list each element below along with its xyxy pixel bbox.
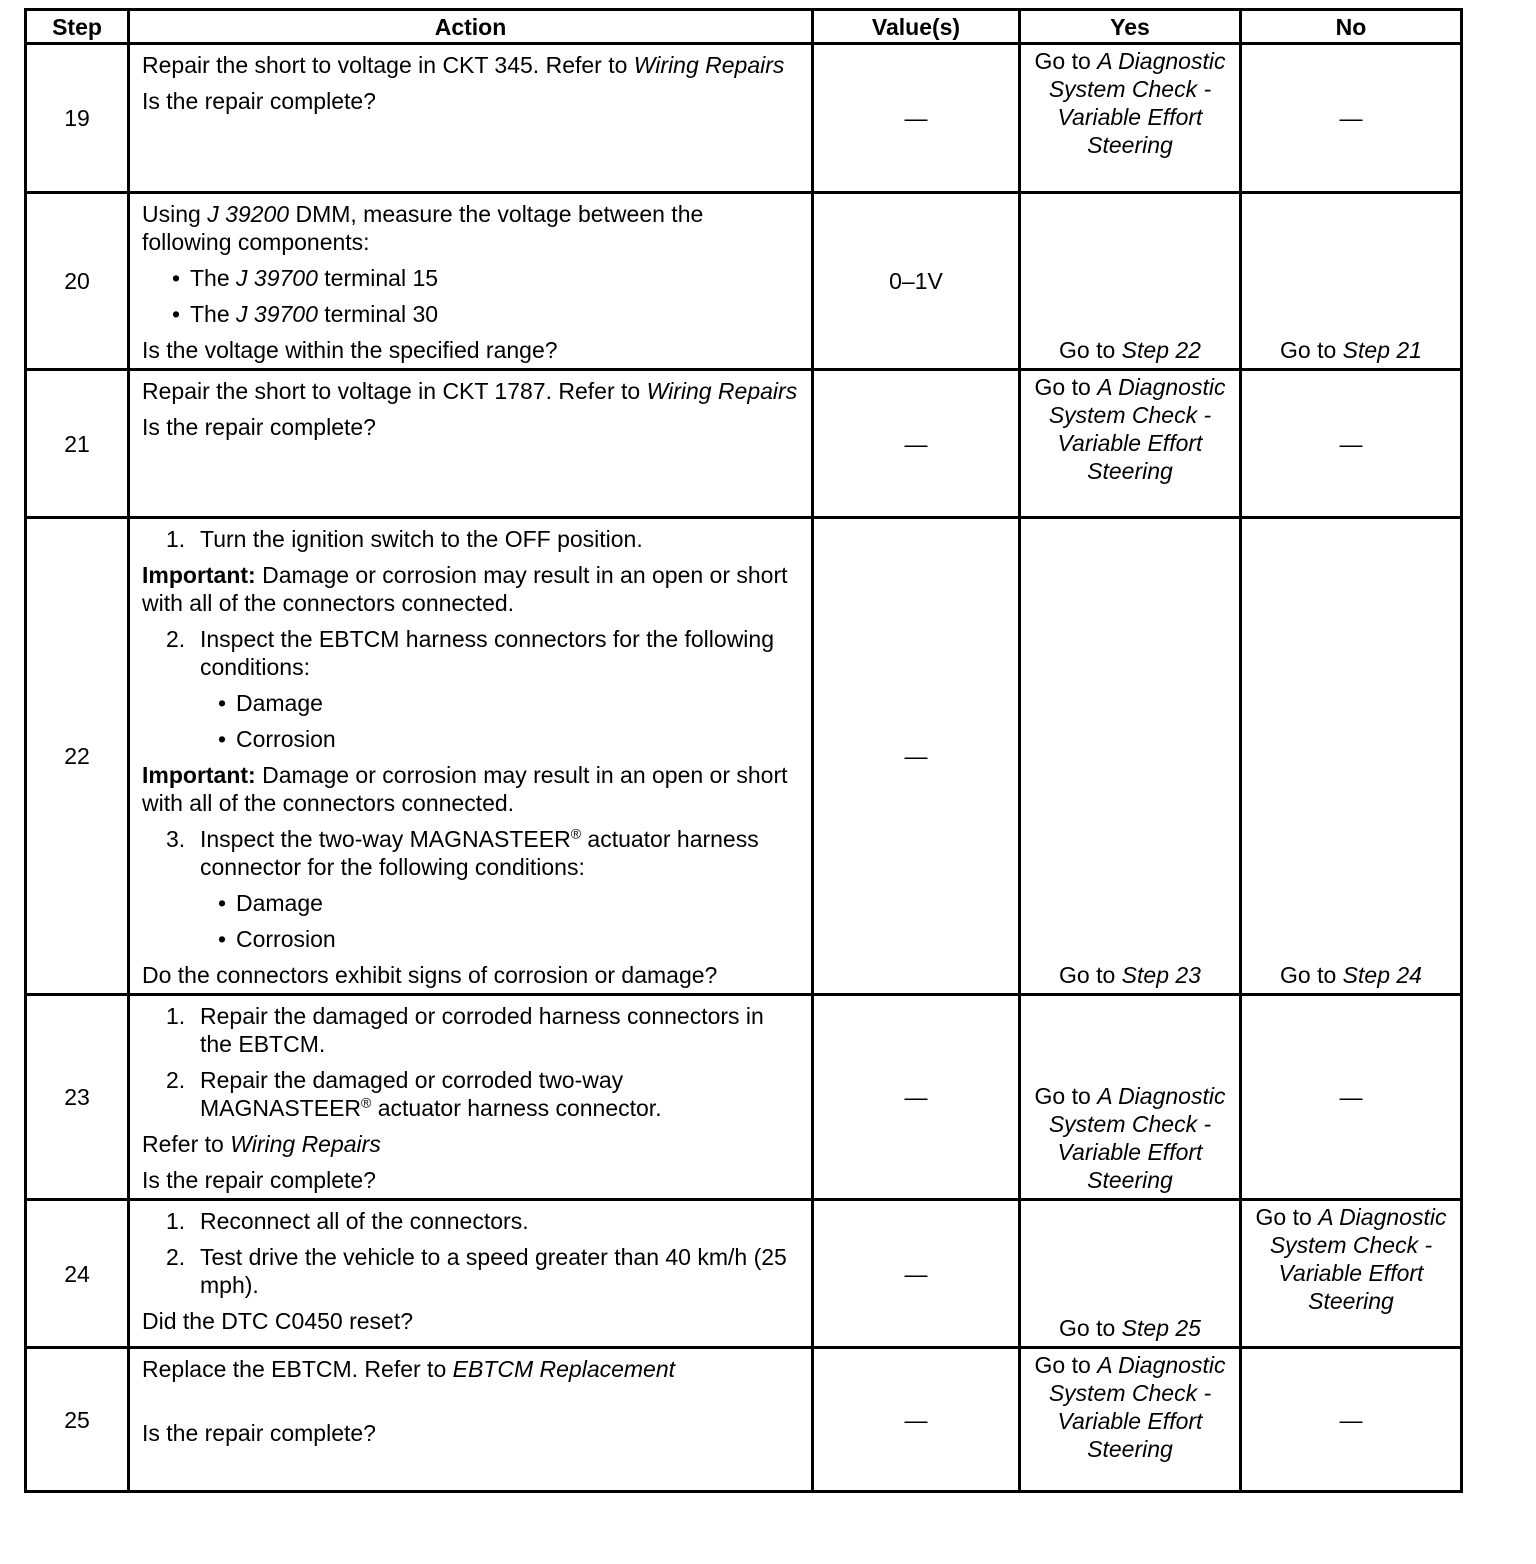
action-paragraph [142,51,799,79]
text-run: Is the repair complete? [142,88,376,114]
action-bullet [142,725,799,753]
text-run: Go to [1034,48,1098,74]
text-run: A Diagnostic System Check - Variable Effort Steering [1269,1204,1447,1314]
action-paragraph [142,1130,799,1158]
header-action: Action [129,10,813,44]
action-paragraph [142,1355,799,1383]
text-run: Important: [142,562,256,588]
yes-cell [1020,370,1241,518]
text-run: Important: [142,762,256,788]
action-numbered-item [142,525,799,553]
step-number: 19 [26,44,129,193]
action-cell [129,1348,813,1492]
text-run: actuator harness connector. [371,1095,662,1121]
action-paragraph [142,1166,799,1194]
bullet-mark: • [172,301,181,327]
value-cell: — [813,518,1020,995]
yes-cell [1020,995,1241,1200]
header-step: Step [26,10,129,44]
text-run: Go to [1059,962,1122,988]
text-run: ® [570,825,582,842]
spacer [142,1391,799,1419]
text-run: Refer to [142,1131,231,1157]
text-run: Step 23 [1121,962,1201,988]
value-cell: — [813,44,1020,193]
yes-cell [1020,44,1241,193]
text-run: Damage [236,690,323,716]
table-row [26,193,1462,370]
step-number: 24 [26,1200,129,1348]
text-run: Turn the ignition switch to the OFF position. [200,526,643,552]
action-paragraph [142,761,799,817]
text-run: Step 22 [1121,337,1201,363]
text-run: actuator harness connector for the following conditions: [200,826,759,880]
bullet-mark: • [218,890,227,916]
item-number: 1. [166,1208,186,1234]
table-row [26,1200,1462,1348]
step-number: 25 [26,1348,129,1492]
text-run: Reconnect all of the connectors. [200,1208,529,1234]
action-numbered-item [142,1243,799,1299]
text-run: Is the repair complete? [142,1167,376,1193]
text-run: J 39700 [236,265,318,291]
action-cell [129,995,813,1200]
text-run: terminal 30 [317,301,439,327]
text-run: Damage or corrosion may result in an open or short with all of the connectors connected. [142,562,788,616]
table-row [26,370,1462,518]
text-run: Repair the short to voltage in CKT 345. Refer to [142,52,634,78]
no-cell [1241,370,1462,518]
header-values: Value(s) [813,10,1020,44]
text-run: Is the voltage within the specified range? [142,337,558,363]
value-cell: — [813,1348,1020,1492]
action-cell [129,193,813,370]
text-run: ® [361,1094,372,1111]
action-paragraph [142,413,799,441]
bullet-mark: • [218,926,227,952]
yes-cell [1020,193,1241,370]
yes-cell [1020,1200,1241,1348]
text-run: Go to [1255,1204,1319,1230]
action-numbered-item [142,1002,799,1058]
text-run: Test drive the vehicle to a speed greater than 40 km/h (25 mph). [200,1244,787,1298]
header-row [26,10,1462,44]
value-cell: — [813,995,1020,1200]
action-bullet [142,300,799,328]
text-run: Damage [236,890,323,916]
text-run: Damage or corrosion may result in an open or short with all of the connectors connected. [142,762,788,816]
action-numbered-item [142,1066,799,1122]
text-run: The [190,265,237,291]
text-run: Wiring Repairs [633,52,785,78]
action-cell [129,518,813,995]
item-number: 1. [166,526,186,552]
text-run: Is the repair complete? [142,1420,376,1446]
text-run: Wiring Repairs [646,378,798,404]
table-row [26,995,1462,1200]
no-cell [1241,44,1462,193]
diagnostic-table [24,8,1463,1493]
text-run: A Diagnostic System Check - Variable Effort Steering [1048,374,1226,484]
step-number: 20 [26,193,129,370]
header-yes: Yes [1020,10,1241,44]
text-run: Wiring Repairs [230,1131,381,1157]
text-run: EBTCM Replacement [452,1356,676,1382]
table-row [26,1348,1462,1492]
action-numbered-item [142,825,799,881]
text-run: A Diagnostic System Check - Variable Effort Steering [1048,1352,1226,1462]
no-cell [1241,193,1462,370]
text-run: Go to [1280,337,1343,363]
action-bullet [142,689,799,717]
action-paragraph [142,1307,799,1335]
text-run: terminal 15 [317,265,439,291]
value-cell: — [813,1200,1020,1348]
text-run: DMM, measure the voltage between the following components: [142,201,704,255]
table-row [26,518,1462,995]
bullet-mark: • [218,690,227,716]
step-number: 22 [26,518,129,995]
text-run: — [1339,430,1363,457]
no-cell [1241,1348,1462,1492]
text-run: Go to [1059,337,1122,363]
text-run: Go to [1059,1315,1122,1341]
text-run: — [1339,1406,1363,1433]
text-run: Go to [1034,1352,1098,1378]
text-run: — [1339,105,1363,131]
text-run: Inspect the two-way MAGNASTEER [200,826,571,852]
no-cell [1241,995,1462,1200]
text-run: Go to [1034,374,1098,400]
text-run: Repair the damaged or corroded harness connectors in the EBTCM. [200,1003,764,1057]
bullet-mark: • [218,726,227,752]
action-bullet [142,264,799,292]
action-paragraph [142,961,799,989]
text-run: Inspect the EBTCM harness connectors for the following conditions: [200,626,775,680]
yes-cell [1020,518,1241,995]
no-cell [1241,1200,1462,1348]
text-run: Go to [1280,962,1343,988]
value-cell: 0–1V [813,193,1020,370]
action-paragraph [142,561,799,617]
text-run: J 39200 [207,201,290,227]
text-run: A Diagnostic System Check - Variable Effort Steering [1048,48,1226,158]
step-number: 23 [26,995,129,1200]
text-run: Using [142,201,208,227]
text-run: A Diagnostic System Check - Variable Effort Steering [1048,1083,1226,1193]
text-run: Step 24 [1342,962,1422,988]
item-number: 2. [166,1067,186,1093]
text-run: Repair the short to voltage in CKT 1787. Refer to [142,378,647,404]
action-numbered-item [142,625,799,681]
action-cell [129,370,813,518]
action-bullet [142,889,799,917]
text-run: Step 25 [1121,1315,1201,1341]
action-cell [129,1200,813,1348]
bullet-mark: • [172,265,181,291]
text-run: Repair the damaged or corroded two-way MAGNASTEER [200,1067,624,1121]
text-run: Do the connectors exhibit signs of corrosion or damage? [142,962,718,988]
text-run: Replace the EBTCM. Refer to [142,1356,453,1382]
item-number: 3. [166,826,186,852]
text-run: — [1339,1084,1363,1110]
value-cell: — [813,370,1020,518]
action-paragraph [142,87,799,115]
action-paragraph [142,336,799,364]
action-bullet [142,925,799,953]
item-number: 2. [166,1244,186,1270]
text-run: Is the repair complete? [142,414,376,440]
text-run: Corrosion [236,926,336,952]
step-number: 21 [26,370,129,518]
text-run: Go to [1034,1083,1098,1109]
action-paragraph [142,200,799,256]
text-run: Did the DTC C0450 reset? [142,1308,414,1334]
text-run: Step 21 [1342,337,1422,363]
item-number: 2. [166,626,186,652]
no-cell [1241,518,1462,995]
table-row [26,44,1462,193]
action-cell [129,44,813,193]
action-paragraph [142,1419,799,1447]
yes-cell [1020,1348,1241,1492]
action-numbered-item [142,1207,799,1235]
text-run: The [190,301,237,327]
action-paragraph [142,377,799,405]
item-number: 1. [166,1003,186,1029]
header-no: No [1241,10,1462,44]
text-run: J 39700 [236,301,318,327]
text-run: Corrosion [236,726,336,752]
